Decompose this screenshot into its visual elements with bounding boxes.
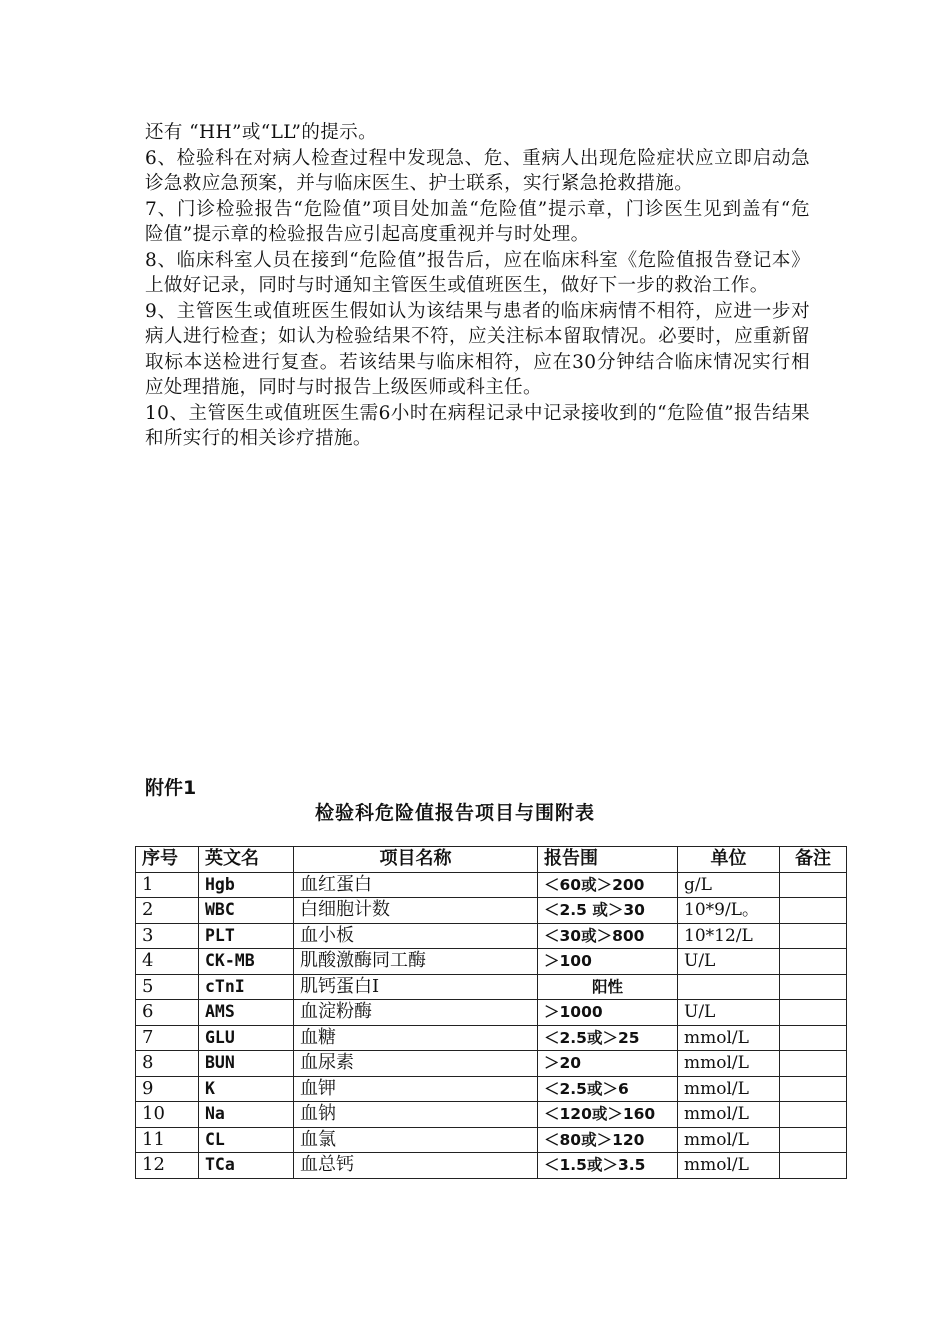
cell-range: ＜80或＞120 xyxy=(538,1127,678,1153)
cell-note xyxy=(780,923,847,949)
cell-unit: 10*9/L。 xyxy=(678,898,780,924)
cell-en: CK-MB xyxy=(199,949,294,975)
critical-value-table xyxy=(135,846,847,1179)
header-range: 报告围 xyxy=(538,847,678,873)
cell-no: 7 xyxy=(136,1025,199,1051)
paragraph-item-7: 7、门诊检验报告“危险值”项目处加盖“危险值”提示章，门诊医生见到盖有“危险值”提示章的检验报告应引起高度重视并与时处理。 xyxy=(145,198,810,245)
cell-note xyxy=(780,898,847,924)
cell-en: cTnI xyxy=(199,974,294,1000)
table-row xyxy=(136,872,847,898)
cell-unit: 10*12/L xyxy=(678,923,780,949)
cell-unit xyxy=(678,974,780,1000)
cell-unit: mmol/L xyxy=(678,1051,780,1077)
cell-unit: mmol/L xyxy=(678,1127,780,1153)
paragraph-hh-ll-note: 还有 “HH”或“LL”的提示。 xyxy=(145,122,378,143)
table-row xyxy=(136,1051,847,1077)
body-text xyxy=(145,120,810,452)
cell-no: 12 xyxy=(136,1153,199,1179)
cell-note xyxy=(780,974,847,1000)
header-note: 备注 xyxy=(780,847,847,873)
appendix-label: 附件1 xyxy=(145,777,197,799)
cell-name: 肌酸激酶同工酶 xyxy=(294,949,538,975)
table-row xyxy=(136,974,847,1000)
cell-name: 血小板 xyxy=(294,923,538,949)
cell-name: 血钠 xyxy=(294,1102,538,1128)
cell-name: 血总钙 xyxy=(294,1153,538,1179)
table-row xyxy=(136,949,847,975)
paragraph-item-6: 6、检验科在对病人检查过程中发现急、危、重病人出现危险症状应立即启动急诊急救应急预案，并与临床医生、护士联系，实行紧急抢救措施。 xyxy=(145,147,810,194)
cell-en: PLT xyxy=(199,923,294,949)
table-row xyxy=(136,1102,847,1128)
cell-no: 11 xyxy=(136,1127,199,1153)
cell-no: 10 xyxy=(136,1102,199,1128)
cell-range: ＞20 xyxy=(538,1051,678,1077)
cell-note xyxy=(780,1025,847,1051)
cell-range: ＜2.5或＞6 xyxy=(538,1076,678,1102)
table-row xyxy=(136,923,847,949)
cell-note xyxy=(780,1076,847,1102)
cell-name: 血尿素 xyxy=(294,1051,538,1077)
cell-range: ＜2.5 或＞30 xyxy=(538,898,678,924)
cell-unit: mmol/L xyxy=(678,1025,780,1051)
cell-note xyxy=(780,1127,847,1153)
cell-no: 3 xyxy=(136,923,199,949)
cell-en: TCa xyxy=(199,1153,294,1179)
cell-en: Hgb xyxy=(199,872,294,898)
cell-note xyxy=(780,949,847,975)
table-row xyxy=(136,1153,847,1179)
paragraph-item-9: 9、主管医生或值班医生假如认为该结果与患者的临床病情不相符，应进一步对病人进行检查；如认为检验结果不符，应关注标本留取情况。必要时，应重新留取标本送检进行复查。若该结果与临床相符，应在30分钟结合临床情况实行相应处理措施，同时与时报告上级医师或科主任。 xyxy=(145,300,810,398)
cell-unit: g/L xyxy=(678,872,780,898)
header-unit: 单位 xyxy=(678,847,780,873)
cell-note xyxy=(780,872,847,898)
cell-note xyxy=(780,1051,847,1077)
paragraph-item-8: 8、临床科室人员在接到“危险值”报告后，应在临床科室《危险值报告登记本》上做好记录，同时与时通知主管医生或值班医生，做好下一步的救治工作。 xyxy=(145,249,810,296)
cell-no: 6 xyxy=(136,1000,199,1026)
cell-no: 8 xyxy=(136,1051,199,1077)
header-name: 项目名称 xyxy=(294,847,538,873)
cell-en: Na xyxy=(199,1102,294,1128)
cell-range: ＞100 xyxy=(538,949,678,975)
table-row xyxy=(136,1076,847,1102)
table-header-row xyxy=(136,847,847,873)
cell-name: 血钾 xyxy=(294,1076,538,1102)
cell-unit: mmol/L xyxy=(678,1076,780,1102)
cell-range: ＜2.5或＞25 xyxy=(538,1025,678,1051)
cell-no: 5 xyxy=(136,974,199,1000)
cell-unit: U/L xyxy=(678,1000,780,1026)
cell-range: ＞1000 xyxy=(538,1000,678,1026)
header-en: 英文名 xyxy=(199,847,294,873)
table-row xyxy=(136,1127,847,1153)
cell-en: WBC xyxy=(199,898,294,924)
cell-en: AMS xyxy=(199,1000,294,1026)
table-row xyxy=(136,1025,847,1051)
cell-en: CL xyxy=(199,1127,294,1153)
cell-range: ＜30或＞800 xyxy=(538,923,678,949)
cell-name: 血淀粉酶 xyxy=(294,1000,538,1026)
cell-en: GLU xyxy=(199,1025,294,1051)
table-row xyxy=(136,898,847,924)
paragraph-item-10: 10、主管医生或值班医生需6小时在病程记录中记录接收到的“危险值”报告结果和所实行的相关诊疗措施。 xyxy=(145,402,810,449)
table-row xyxy=(136,1000,847,1026)
cell-unit: mmol/L xyxy=(678,1153,780,1179)
cell-range: ＜60或＞200 xyxy=(538,872,678,898)
cell-en: BUN xyxy=(199,1051,294,1077)
cell-unit: U/L xyxy=(678,949,780,975)
cell-name: 血糖 xyxy=(294,1025,538,1051)
cell-range: 阳性 xyxy=(538,974,678,1000)
cell-range: ＜1.5或＞3.5 xyxy=(538,1153,678,1179)
cell-no: 4 xyxy=(136,949,199,975)
cell-note xyxy=(780,1000,847,1026)
cell-unit: mmol/L xyxy=(678,1102,780,1128)
cell-name: 白细胞计数 xyxy=(294,898,538,924)
cell-no: 9 xyxy=(136,1076,199,1102)
cell-no: 2 xyxy=(136,898,199,924)
cell-name: 肌钙蛋白I xyxy=(294,974,538,1000)
cell-en: K xyxy=(199,1076,294,1102)
table-title: 检验科危险值报告项目与围附表 xyxy=(314,802,595,824)
cell-no: 1 xyxy=(136,872,199,898)
cell-name: 血红蛋白 xyxy=(294,872,538,898)
cell-range: ＜120或＞160 xyxy=(538,1102,678,1128)
cell-note xyxy=(780,1153,847,1179)
cell-name: 血氯 xyxy=(294,1127,538,1153)
header-no: 序号 xyxy=(136,847,199,873)
cell-note xyxy=(780,1102,847,1128)
